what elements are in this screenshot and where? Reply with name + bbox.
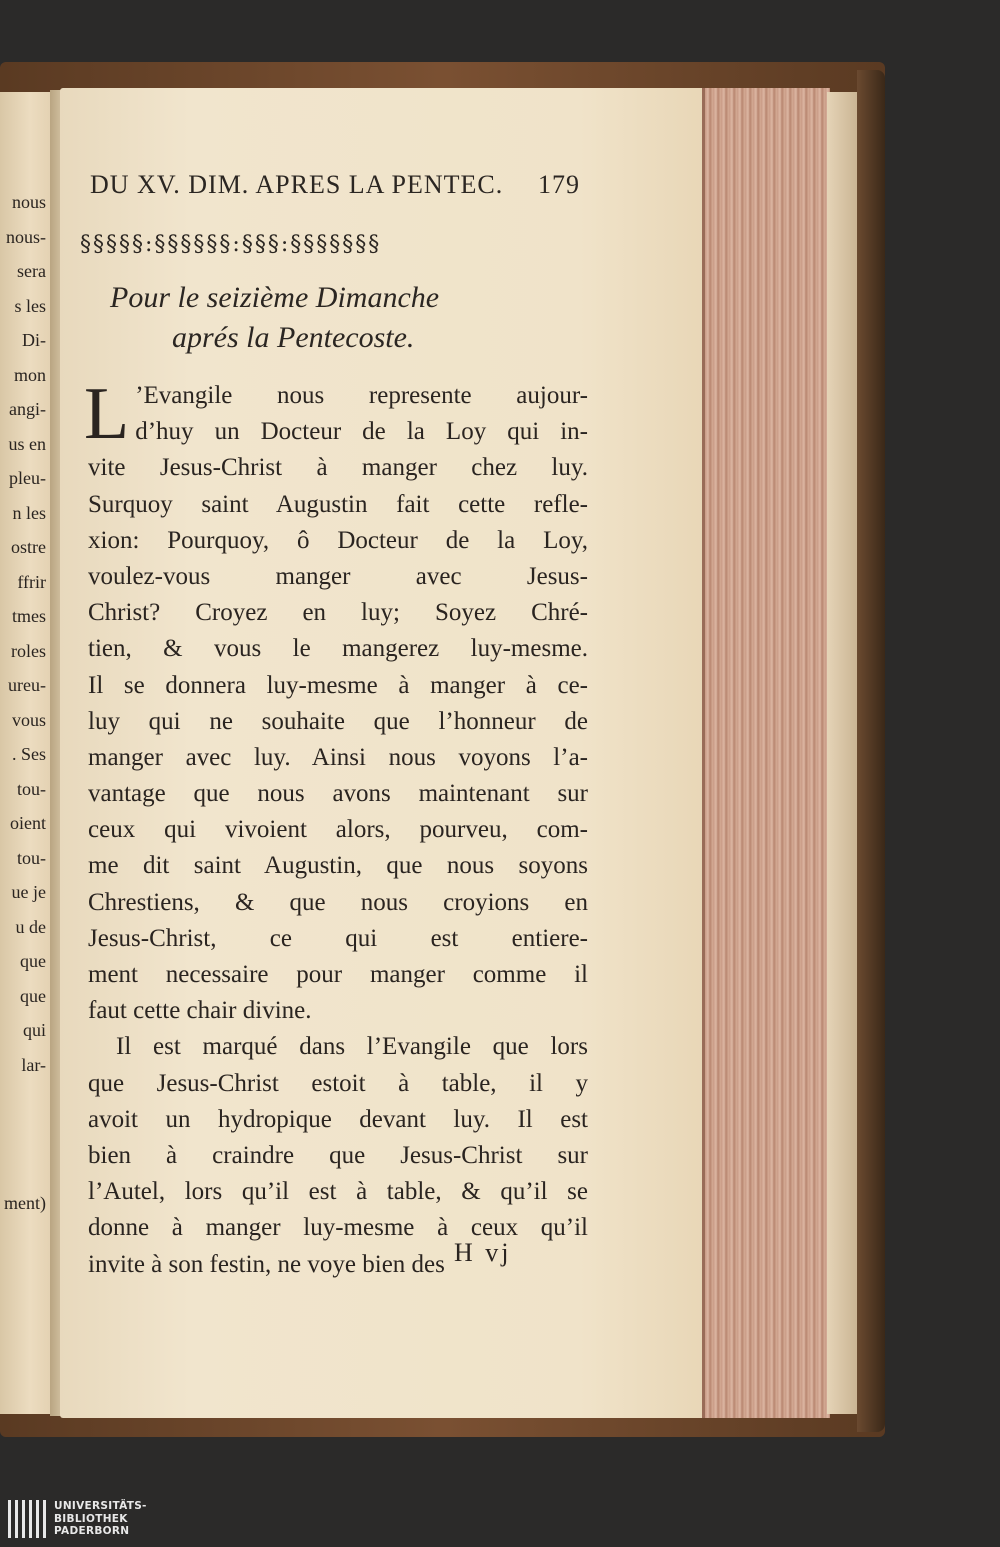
- left-page-fragment: us en: [8, 433, 46, 454]
- text-line: manger avec luy. Ainsi nous voyons l’a-: [88, 743, 588, 771]
- text-line: ment necessaire pour manger comme il: [88, 961, 588, 988]
- text-line: Christ? Croyez en luy; Soyez Chré-: [88, 599, 588, 627]
- title-line-1: Pour le seizième Dimanche: [110, 281, 440, 314]
- left-page-edge: [0, 92, 50, 1414]
- left-page-fragment: tmes: [12, 606, 46, 626]
- footer-logo: [0, 1490, 1000, 1547]
- library-name-line-2: BIBLIOTHEK: [54, 1512, 128, 1525]
- signature-mark: H vj: [454, 1238, 512, 1267]
- left-page-fragment: que: [20, 951, 46, 971]
- left-page-fragment: ffrir: [17, 571, 46, 592]
- text-line: invite à son festin, ne voye bien des: [88, 1250, 445, 1278]
- left-page-fragment: vous: [11, 709, 46, 730]
- left-page-fragment: u de: [15, 916, 46, 937]
- text-line: bien à craindre que Jesus-Christ sur: [88, 1141, 588, 1169]
- cover-edge: [857, 70, 885, 1432]
- left-page-fragment: lar-: [21, 1054, 46, 1075]
- text-line: Il se donnera luy-mesme à manger à ce-: [88, 671, 588, 699]
- text-line: donne à manger luy-mesme à ceux qu’il: [88, 1214, 588, 1242]
- section-title: [110, 278, 530, 358]
- left-page-fragment: qui: [22, 1020, 46, 1040]
- library-name-line-1: UNIVERSITÄTS-: [54, 1500, 147, 1512]
- left-page-fragment: ureu-: [8, 675, 46, 695]
- left-page-fragment: angi-: [9, 399, 46, 419]
- page-number: 179: [538, 170, 580, 199]
- text-line: Surquoy saint Augustin fait cette refle-: [88, 490, 588, 518]
- text-line: que Jesus-Christ estoit à table, il y: [88, 1069, 588, 1097]
- left-page-fragment: tou-: [17, 847, 46, 868]
- text-line: tien, & vous le mangerez luy-mesme.: [88, 635, 588, 663]
- left-page-fragment: nous: [11, 192, 46, 212]
- text-line: ’Evangile nous represente aujour-: [135, 382, 588, 409]
- text-line: Il est marqué dans l’Evangile que lors: [116, 1033, 588, 1061]
- running-head-text: DU XV. DIM. APRES LA PENTEC.: [90, 170, 504, 199]
- left-page-fragment: tou-: [17, 778, 46, 799]
- left-page-fragment: sera: [17, 261, 46, 281]
- library-name: [54, 1500, 147, 1538]
- text-line: ceux qui vivoient alors, pourveu, com-: [88, 816, 588, 844]
- text-line: d’huy un Docteur de la Loy qui in-: [135, 418, 588, 446]
- left-page-fragment: s les: [14, 295, 46, 316]
- left-page-fragment: ostre: [11, 537, 46, 557]
- left-page-fragment: n les: [12, 502, 46, 523]
- text-line: xion: Pourquoy, ô Docteur de la Loy,: [88, 526, 588, 554]
- left-page-fragment: ment): [4, 1192, 46, 1213]
- library-logo-icon: [8, 1500, 48, 1538]
- left-page-fragment: Di-: [22, 330, 46, 350]
- left-page-fragment: que: [20, 985, 46, 1006]
- text-line: Jesus-Christ, ce qui est entiere-: [88, 924, 588, 952]
- left-page-fragment: ue je: [11, 882, 46, 902]
- left-page-fragment: . Ses: [11, 744, 46, 764]
- text-line: vite Jesus-Christ à manger chez luy.: [88, 454, 588, 482]
- page-fore-edge: [702, 88, 830, 1418]
- text-line: vantage que nous avons maintenant sur: [88, 780, 588, 808]
- text-line: avoit un hydropique devant luy. Il est: [88, 1105, 588, 1133]
- text-line: Chrestiens, & que nous croyions en: [88, 888, 588, 916]
- running-head: [90, 170, 580, 200]
- text-line: faut cette chair divine.: [88, 997, 312, 1025]
- text-line: voulez-vous manger avec Jesus-: [88, 562, 588, 590]
- left-page-fragment: oient: [10, 813, 46, 833]
- library-name-line-3: PADERBORN: [54, 1525, 130, 1537]
- body-text: [84, 373, 588, 1283]
- title-line-2: aprés la Pentecoste.: [172, 321, 415, 354]
- text-line: me dit saint Augustin, que nous soyons: [88, 852, 588, 880]
- left-page-fragment: mon: [13, 364, 46, 385]
- ornament-band: §§§§§:§§§§§§:§§§:§§§§§§§: [80, 232, 382, 257]
- left-page-fragment: nous-: [6, 226, 46, 247]
- text-line: l’Autel, lors qu’il est à table, & qu’il se: [88, 1178, 588, 1206]
- left-page-fragment: pleu-: [9, 468, 46, 488]
- drop-cap: L: [84, 373, 130, 455]
- text-line: luy qui ne souhaite que l’honneur de: [88, 707, 588, 735]
- left-page-fragment: roles: [11, 640, 46, 661]
- page-block-edge: [827, 92, 857, 1414]
